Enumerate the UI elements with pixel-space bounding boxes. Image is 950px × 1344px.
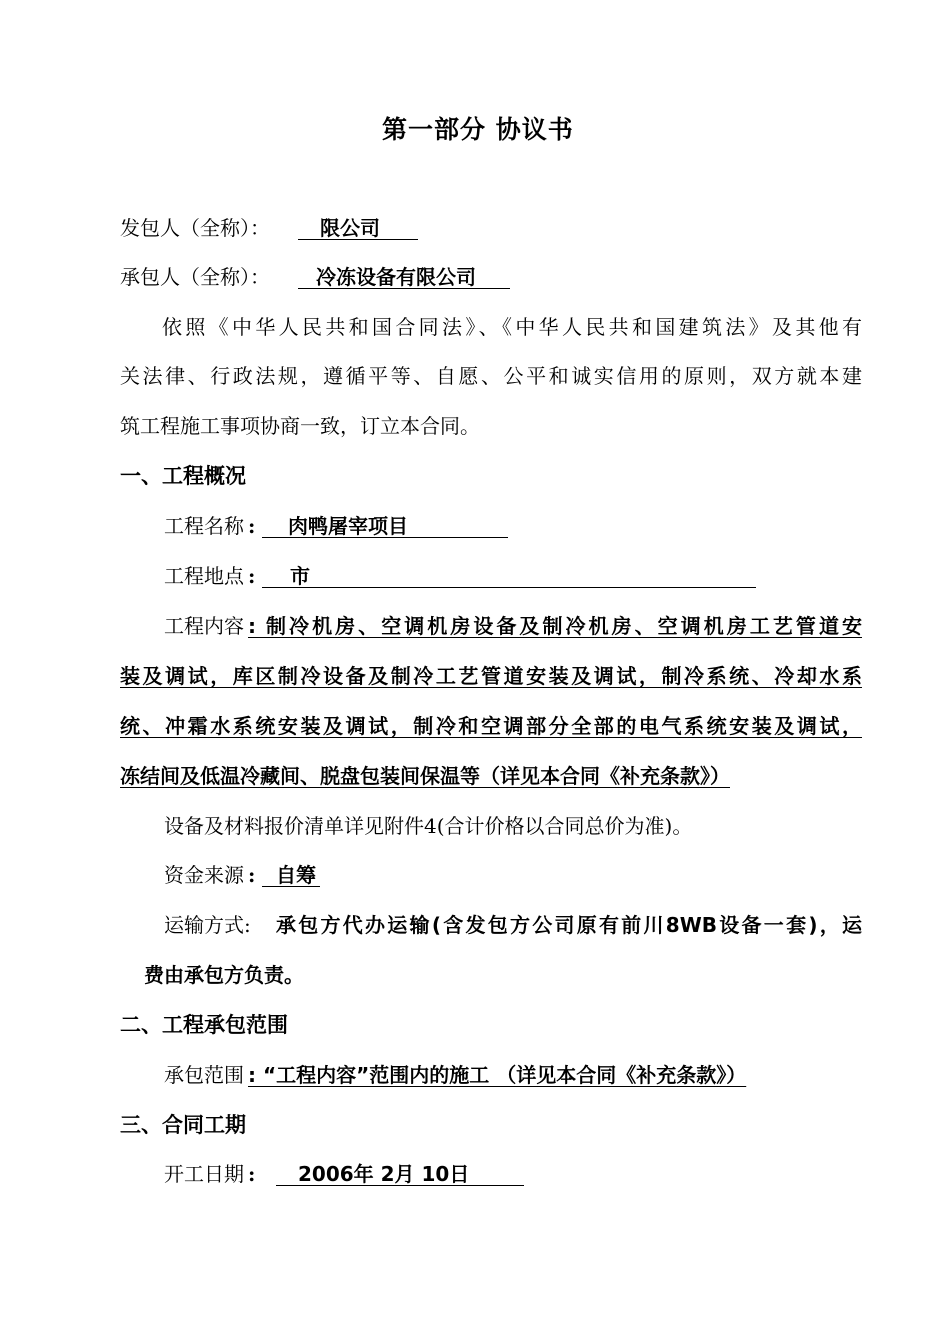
project-location-value: 市: [290, 564, 310, 588]
transport-line-2: 费由承包方负责。: [144, 963, 304, 987]
project-content-line-4: 冻结间及低温冷藏间、脱盘包装间保温等（详见本合同《补充条款》）: [120, 764, 730, 788]
transport-label: 运输方式:: [164, 913, 251, 937]
preamble-line-1: 依照《中华人民共和国合同法》、《中华人民共和国建筑法》及其他有: [162, 315, 862, 339]
employer-label: 发包人（全称）：: [120, 216, 270, 240]
funding-label: 资金来源: [164, 863, 244, 887]
section1-heading: 一、工程概况: [120, 464, 246, 488]
project-content-line-2: 装及调试，库区制冷设备及制冷工艺管道安装及调试，制冷系统、冷却水系: [120, 664, 862, 688]
project-content-line-1: : 制冷机房、空调机房设备及制冷机房、空调机房工艺管道安: [248, 614, 862, 638]
quote-note: 设备及材料报价清单详见附件4(合计价格以合同总价为准)。: [164, 814, 693, 838]
project-name-colon: :: [248, 514, 256, 538]
start-date-underline: [276, 1185, 524, 1186]
project-location-label: 工程地点: [164, 564, 244, 588]
section3-heading: 三、合同工期: [120, 1113, 246, 1137]
project-content-label: 工程内容: [164, 614, 244, 638]
funding-value: 自筹: [276, 863, 316, 887]
project-location-colon: :: [248, 564, 256, 588]
employer-name: 限公司: [320, 216, 380, 240]
project-name-value: 肉鸭屠宰项目: [288, 514, 408, 538]
contractor-label: 承包人（全称）：: [120, 265, 270, 289]
start-date-value: 2006年 2月 10日: [298, 1162, 470, 1186]
scope-value: : “工程内容”范围内的施工 （详见本合同《补充条款》）: [248, 1063, 747, 1087]
employer-underline: [298, 239, 418, 240]
section2-heading: 二、工程承包范围: [120, 1013, 288, 1037]
project-content-line-3: 统、冲霜水系统安装及调试，制冷和空调部分全部的电气系统安装及调试，: [120, 714, 862, 738]
page-title: 第一部分 协议书: [382, 115, 574, 144]
project-name-label: 工程名称: [164, 514, 244, 538]
transport-line-1: 承包方代办运输(含发包方公司原有前川8WB设备一套)，运: [276, 913, 862, 937]
start-date-label: 开工日期: [164, 1162, 244, 1186]
contractor-underline: [298, 288, 510, 289]
preamble-line-2: 关法律、行政法规，遵循平等、自愿、公平和诚实信用的原则，双方就本建: [120, 364, 862, 388]
scope-label: 承包范围: [164, 1063, 244, 1087]
contractor-name: 冷冻设备有限公司: [316, 265, 476, 289]
project-location-underline: [262, 587, 756, 588]
preamble-line-3: 筑工程施工事项协商一致，订立本合同。: [120, 414, 480, 438]
funding-colon: :: [248, 863, 256, 887]
funding-underline: [262, 886, 320, 887]
project-name-underline: [262, 537, 508, 538]
start-date-colon: :: [248, 1162, 256, 1186]
